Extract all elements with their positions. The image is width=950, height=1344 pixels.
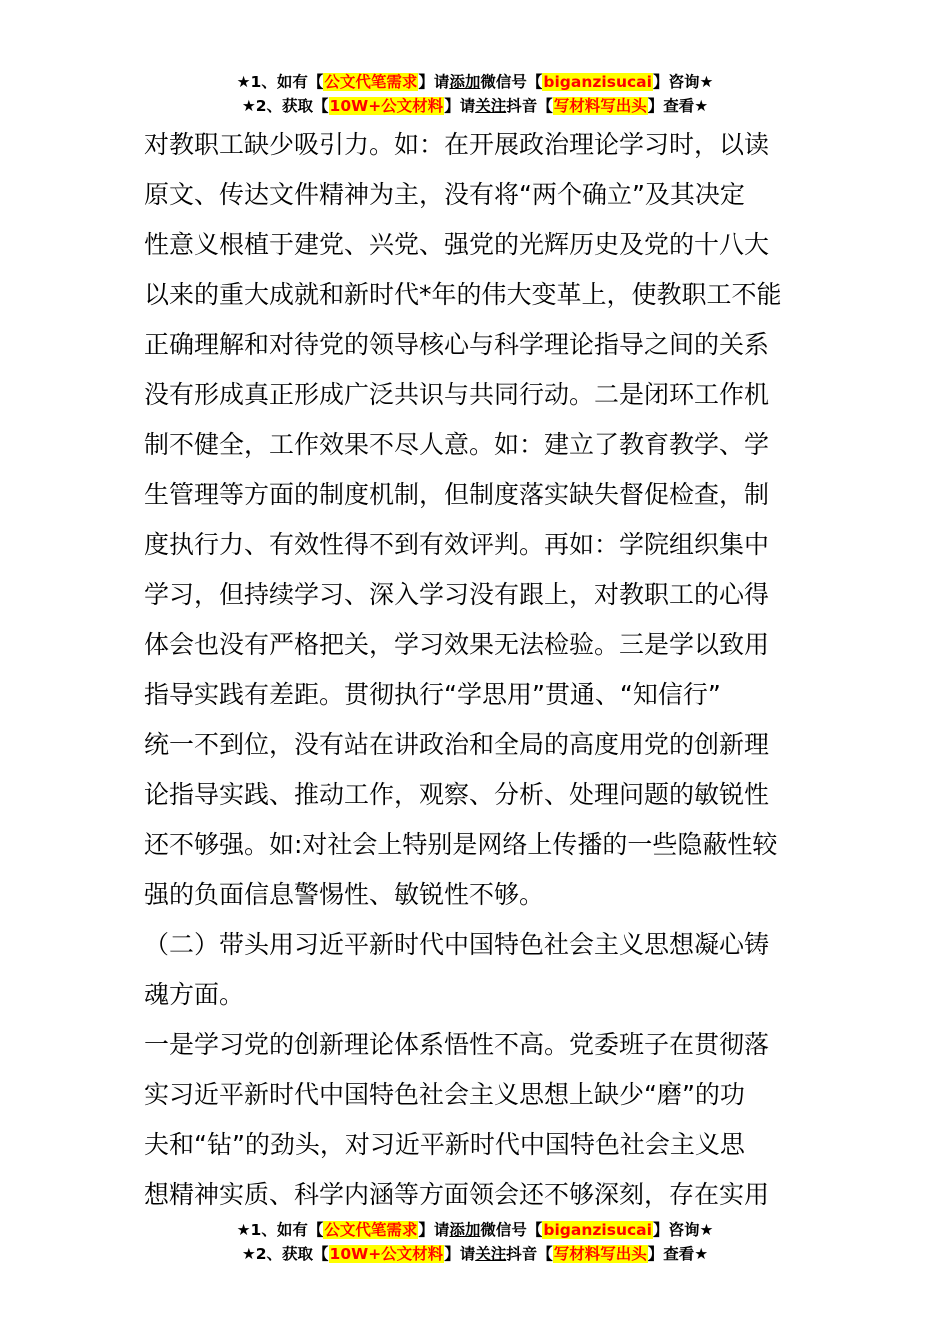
highlight-text: 公文代笔需求 [324,73,418,91]
wechat-id: biganzisucai [543,1221,652,1239]
douyin-account: 写材料写出头 [553,1245,647,1263]
banner-text: 】请 [444,1245,476,1263]
body-line: 想精神实质、科学内涵等方面领会还不够深刻，存在实用 [144,1180,770,1209]
body-line: 魂方面。 [144,980,245,1009]
wechat-id: biganzisucai [543,73,652,91]
body-line: 以来的重大成就和新时代*年的伟大变革上，使教职工不能 [144,280,782,309]
banner-text: 抖音【 [506,97,553,115]
body-line: 学习，但持续学习、深入学习没有跟上，对教职工的心得 [144,580,770,609]
banner-line-2 [0,1242,950,1266]
banner-line-2 [0,94,950,118]
banner-text: 】咨询★ [652,1221,714,1239]
body-line: 性意义根植于建党、兴党、强党的光辉历史及党的十八大 [144,230,770,259]
banner-text: 微信号【 [480,1221,543,1239]
highlight-text: 公文代笔需求 [324,1221,418,1239]
body-line: 正确理解和对待党的领导核心与科学理论指导之间的关系 [144,330,770,359]
footer-banner [0,1218,950,1266]
body-line: 夫和“钻”的劲头，对习近平新时代中国特色社会主义思 [144,1130,745,1159]
body-line: 指导实践有差距。贯彻执行“学思用”贯通、“知信行” [144,680,721,709]
banner-text: 微信号【 [480,73,543,91]
underlined-text: 添加 [449,1221,481,1239]
underlined-text: 关注 [475,97,507,115]
document-body [144,120,808,1220]
body-line: 实习近平新时代中国特色社会主义思想上缺少“磨”的功 [144,1080,745,1109]
body-line: 论指导实践、推动工作，观察、分析、处理问题的敏锐性 [144,780,770,809]
banner-text: 】请 [418,1221,450,1239]
banner-text: ★2、获取【 [241,1245,329,1263]
body-line: 生管理等方面的制度机制，但制度落实缺失督促检查，制 [144,480,770,509]
banner-text: ★2、获取【 [241,97,329,115]
underlined-text: 关注 [475,1245,507,1263]
banner-text: 】请 [418,73,450,91]
banner-text: 】查看★ [647,1245,709,1263]
banner-text: 】咨询★ [652,73,714,91]
banner-line-1 [0,70,950,94]
body-line: 制不健全，工作效果不尽人意。如：建立了教育教学、学 [144,430,770,459]
body-line: （二）带头用习近平新时代中国特色社会主义思想凝心铸 [144,930,770,959]
body-line: 没有形成真正形成广泛共识与共同行动。二是闭环工作机 [144,380,770,409]
banner-line-1 [0,1218,950,1242]
highlight-text: 10W+公文材料 [329,97,444,115]
banner-text: 抖音【 [506,1245,553,1263]
banner-text: ★1、如有【 [236,73,324,91]
banner-text: ★1、如有【 [236,1221,324,1239]
body-line: 度执行力、有效性得不到有效评判。再如：学院组织集中 [144,530,770,559]
body-line: 强的负面信息警惕性、敏锐性不够。 [144,880,545,909]
douyin-account: 写材料写出头 [553,97,647,115]
body-line: 体会也没有严格把关，学习效果无法检验。三是学以致用 [144,630,770,659]
header-banner [0,70,950,118]
body-line: 还不够强。如:对社会上特别是网络上传播的一些隐蔽性较 [144,830,778,859]
banner-text: 】查看★ [647,97,709,115]
underlined-text: 添加 [449,73,481,91]
body-line: 对教职工缺少吸引力。如：在开展政治理论学习时，以读 [144,130,770,159]
body-line: 统一不到位，没有站在讲政治和全局的高度用党的创新理 [144,730,770,759]
body-line: 一是学习党的创新理论体系悟性不高。党委班子在贯彻落 [144,1030,770,1059]
banner-text: 】请 [444,97,476,115]
highlight-text: 10W+公文材料 [329,1245,444,1263]
body-line: 原文、传达文件精神为主，没有将“两个确立”及其决定 [144,180,745,209]
